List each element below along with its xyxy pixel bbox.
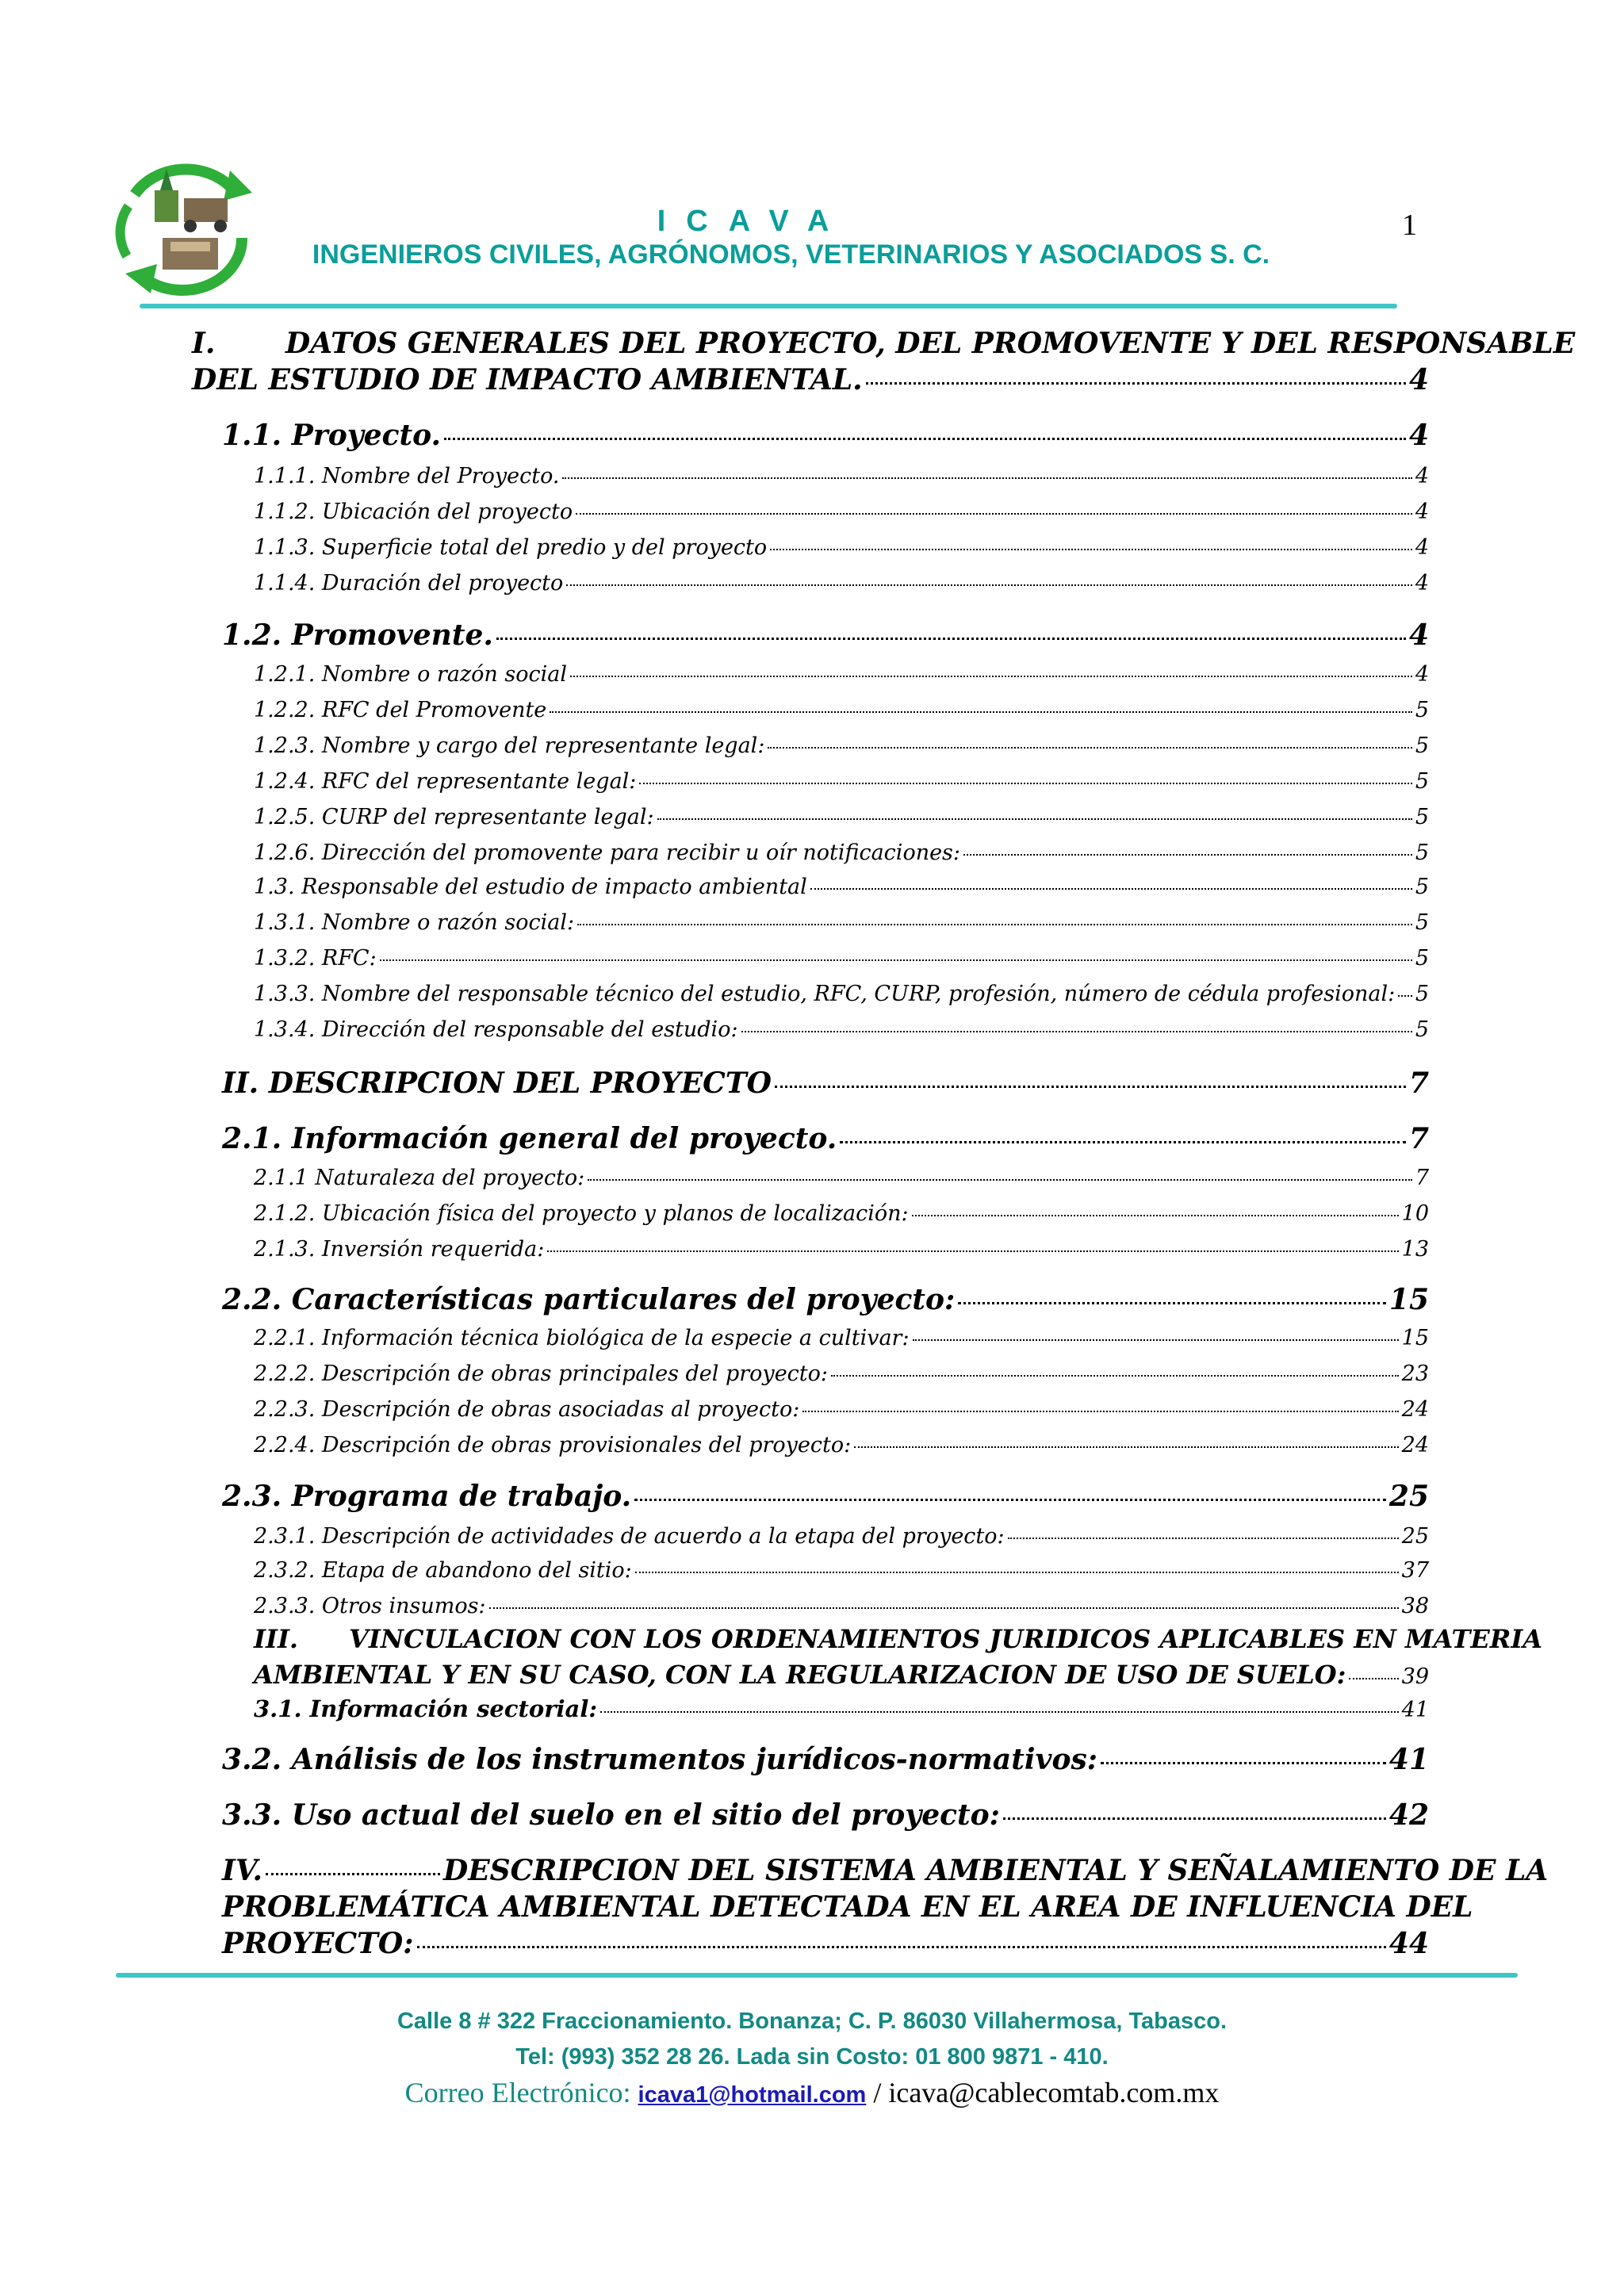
toc-entry-1-1[interactable] [222,419,1429,452]
toc-entry-1-2-6[interactable] [254,841,1429,865]
toc-entry-2-1[interactable] [222,1122,1429,1155]
toc-entry-1-1-1[interactable] [254,464,1429,488]
toc-entry-page: 41 [1401,1698,1429,1722]
email-secondary: icava@cablecomtab.com.mx [888,2077,1220,2108]
email-link[interactable]: icava1@hotmail.com [638,2082,867,2108]
toc-entry-3-2[interactable] [222,1743,1429,1776]
toc-entry-label: 2.1.1 Naturaleza del proyecto: [254,1166,585,1190]
toc-entry-label: 2.1. Información general del proyecto. [222,1122,837,1155]
toc-entry-1-2-5[interactable] [254,805,1429,829]
toc-entry-label: 1.1.4. Duración del proyecto [254,571,564,596]
toc-entry-label: 2.2.4. Descripción de obras provisionales del proyecto: [254,1433,852,1457]
toc-entry-2-1-3[interactable] [254,1237,1429,1262]
toc-section-title: DATOS GENERALES DEL PROYECTO, DEL PROMOVENTE Y DEL RESPONSABLE [285,327,1576,360]
toc-section-title-cont: PROBLEMÁTICA AMBIENTAL DETECTADA EN EL AREA DE INFLUENCIA DEL [222,1890,1473,1924]
toc-entry-label: AMBIENTAL Y EN SU CASO, CON LA REGULARIZACION DE USO DE SUELO: [254,1660,1346,1690]
toc-entry-1-3-3[interactable] [254,982,1429,1006]
toc-entry-sec1[interactable] [192,363,1429,396]
toc-entry-2-2-1[interactable] [254,1326,1429,1350]
toc-entry-label: 3.1. Información sectorial: [254,1695,598,1722]
email-separator: / [873,2077,882,2108]
company-name: INGENIEROS CIVILES, AGRÓNOMOS, VETERINARIOS Y ASOCIADOS S. C. [312,239,1270,270]
toc-entry-page: 5 [1415,698,1429,722]
toc-section-number: IV. [222,1854,263,1887]
toc-entry-page: 5 [1415,1017,1429,1042]
toc-entry-label: PROYECTO: [222,1927,414,1960]
toc-entry-page: 24 [1401,1397,1429,1422]
footer-divider [116,1973,1518,1978]
toc-entry-page: 5 [1415,910,1429,935]
toc-entry-page: 41 [1388,1743,1429,1776]
toc-section-number: III. [254,1624,299,1654]
toc-entry-page: 4 [1408,419,1429,452]
toc-entry-page: 4 [1415,535,1429,560]
toc-entry-label: 1.1. Proyecto. [222,419,442,452]
toc-entry-page: 5 [1415,733,1429,758]
toc-entry-page: 5 [1415,875,1429,899]
toc-entry-page: 5 [1415,982,1429,1006]
footer-phone: Tel: (993) 352 28 26. Lada sin Costo: 01 800 9871 - 410. [515,2044,1109,2070]
toc-entry-label: 3.3. Uso actual del suelo en el sitio del proyecto: [222,1798,1000,1832]
toc-entry-label: 1.1.2. Ubicación del proyecto [254,500,573,524]
toc-entry-page: 13 [1401,1237,1429,1262]
toc-entry-2-2-4[interactable] [254,1433,1429,1457]
toc-entry-2-3[interactable] [222,1480,1429,1513]
toc-entry-label: 3.2. Análisis de los instrumentos jurídicos-normativos: [222,1743,1098,1776]
toc-entry-label: 1.2.5. CURP del representante legal: [254,805,654,829]
toc-entry-page: 42 [1388,1798,1429,1832]
toc-entry-page: 10 [1401,1201,1429,1226]
toc-entry-label: 1.2.2. RFC del Promovente [254,698,547,722]
toc-entry-label: 1.2. Promovente. [222,618,493,652]
toc-entry-1-2-4[interactable] [254,769,1429,794]
toc-entry-label: 1.1.3. Superficie total del predio y del proyecto [254,535,768,560]
toc-entry-label: 2.2. Características particulares del proyecto: [222,1283,956,1316]
toc-entry-1-2[interactable] [222,618,1429,652]
toc-section-title: VINCULACION CON LOS ORDENAMIENTOS JURIDICOS APLICABLES EN MATERIA [349,1624,1543,1654]
toc-entry-2-3-2[interactable] [254,1558,1429,1583]
toc-entry-1-3-2[interactable] [254,946,1429,971]
toc-entry-2-2[interactable] [222,1283,1429,1316]
toc-entry-1-2-3[interactable] [254,733,1429,758]
toc-entry-page: 7 [1408,1067,1429,1100]
toc-entry-1-1-2[interactable] [254,500,1429,524]
toc-entry-label: DEL ESTUDIO DE IMPACTO AMBIENTAL. [192,363,863,396]
toc-entry-page: 24 [1401,1433,1429,1457]
toc-entry-sec2[interactable] [222,1067,1429,1100]
toc-entry-label: 2.1.3. Inversión requerida: [254,1237,545,1262]
toc-entry-label: 2.2.1. Información técnica biológica de la especie a cultivar: [254,1326,910,1350]
toc-entry-label: 1.2.1. Nombre o razón social [254,662,567,687]
toc-entry-3-3[interactable] [222,1798,1429,1832]
toc-entry-page: 23 [1401,1361,1429,1386]
toc-entry-page: 4 [1408,363,1429,396]
toc-entry-label: 2.3.1. Descripción de actividades de acuerdo a la etapa del proyecto: [254,1524,1005,1549]
toc-entry-label: 2.3.2. Etapa de abandono del sitio: [254,1558,632,1583]
toc-entry-page: 5 [1415,946,1429,971]
toc-section-title: DESCRIPCION DEL SISTEMA AMBIENTAL Y SEÑALAMIENTO DE LA [443,1854,1549,1887]
toc-entry-2-2-3[interactable] [254,1397,1429,1422]
toc-entry-label: 1.3.3. Nombre del responsable técnico del estudio, RFC, CURP, profesión, número de cédula profesional: [254,982,1396,1006]
toc-entry-page: 37 [1401,1558,1429,1583]
toc-entry-label: 1.2.4. RFC del representante legal: [254,769,637,794]
toc-entry-label: 1.1.1. Nombre del Proyecto. [254,464,560,488]
footer-email [0,2076,1624,2109]
email-label: Correo Electrónico: [404,2077,631,2108]
toc-entry-1-1-4[interactable] [254,571,1429,596]
toc-entry-label: 1.3.4. Dirección del responsable del estudio: [254,1017,738,1042]
toc-entry-1-3[interactable] [254,875,1429,899]
toc-entry-page: 5 [1415,805,1429,829]
toc-entry-label: 1.2.6. Dirección del promovente para recibir u oír notificaciones: [254,841,961,865]
toc-entry-page: 38 [1401,1594,1429,1618]
toc-entry-label: 1.3. Responsable del estudio de impacto ambiental [254,875,807,899]
toc-entry-label: II. DESCRIPCION DEL PROYECTO [222,1067,772,1100]
toc-entry-label: 1.2.3. Nombre y cargo del representante legal: [254,733,765,758]
toc-entry-1-3-4[interactable] [254,1017,1429,1042]
toc-entry-2-1-2[interactable] [254,1201,1429,1226]
toc-entry-page: 25 [1401,1524,1429,1549]
toc-entry-page: 4 [1408,618,1429,652]
toc-entry-2-3-3[interactable] [254,1594,1429,1618]
toc-entry-sec3[interactable] [254,1660,1429,1690]
toc-entry-page: 25 [1388,1480,1429,1513]
toc-entry-label: 1.3.2. RFC: [254,946,377,971]
toc-entry-page: 7 [1415,1166,1429,1190]
toc-entry-page: 4 [1415,571,1429,596]
toc-section-number: I. [192,327,216,360]
toc-entry-label: 2.3. Programa de trabajo. [222,1480,632,1513]
page-number: 1 [1402,209,1417,242]
toc-entry-1-3-1[interactable] [254,910,1429,935]
toc-entry-3-1[interactable] [254,1695,1429,1722]
toc-entry-label: 1.3.1. Nombre o razón social: [254,910,575,935]
toc-entry-label: 2.2.2. Descripción de obras principales del proyecto: [254,1361,828,1386]
toc-entry-2-1-1[interactable] [254,1166,1429,1190]
toc-entry-2-2-2[interactable] [254,1361,1429,1386]
toc-entry-sec4[interactable] [222,1927,1429,1960]
toc-entry-page: 44 [1388,1927,1429,1960]
toc-entry-page: 7 [1408,1122,1429,1155]
toc-entry-1-1-3[interactable] [254,535,1429,560]
toc-entry-label: 2.1.2. Ubicación física del proyecto y planos de localización: [254,1201,909,1226]
toc-entry-page: 15 [1401,1326,1429,1350]
toc-entry-label: 2.2.3. Descripción de obras asociadas al proyecto: [254,1397,800,1422]
toc-entry-label: 2.3.3. Otros insumos: [254,1594,486,1618]
toc-entry-page: 4 [1415,464,1429,488]
toc-section-iv-line1 [222,1854,1549,1887]
toc-entry-1-2-2[interactable] [254,698,1429,722]
toc-entry-page: 4 [1415,500,1429,524]
toc-entry-page: 4 [1415,662,1429,687]
toc-entry-page: 5 [1415,769,1429,794]
toc-entry-page: 39 [1401,1664,1429,1689]
company-acronym: ICAVA [657,205,850,238]
toc-entry-1-2-1[interactable] [254,662,1429,687]
toc-entry-page: 5 [1415,841,1429,865]
footer-address: Calle 8 # 322 Fraccionamiento. Bonanza; C. P. 86030 Villahermosa, Tabasco. [396,2009,1228,2034]
toc-entry-page: 15 [1388,1283,1429,1316]
toc-entry-2-3-1[interactable] [254,1524,1429,1549]
